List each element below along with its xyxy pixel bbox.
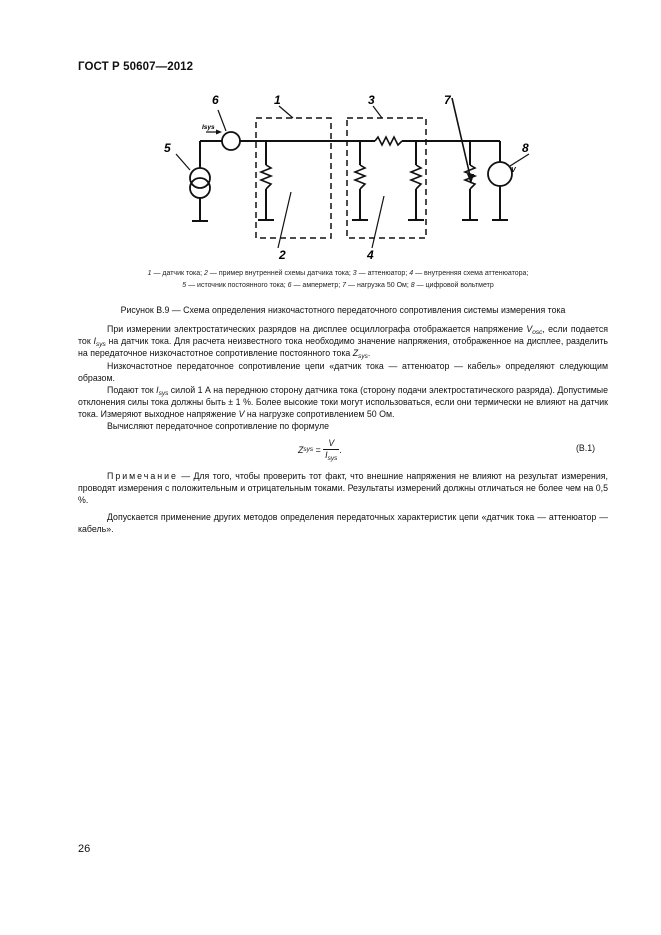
voltage-label: V	[511, 167, 516, 174]
formula: Z sys = V $I_{sys}$ .	[298, 438, 342, 462]
label-4: 4	[367, 248, 374, 262]
paragraph-5: Допускается применение других методов определения передаточных характеристик цепи «датчик тока — аттенюатор — кабель».	[78, 512, 608, 535]
label-6: 6	[212, 93, 219, 107]
attenuator-series-resistor	[375, 137, 402, 145]
circuit-diagram	[150, 88, 530, 262]
paragraph-4: Вычисляют передаточное сопротивление по формуле	[107, 421, 330, 431]
paragraph-2: Низкочастотное передаточное сопротивление цепи «датчик тока — аттенюатор — кабель» определяют следующим образом.	[78, 361, 608, 384]
equation-number: (В.1)	[576, 443, 596, 453]
document-header: ГОСТ Р 50607—2012	[78, 61, 194, 73]
label-5: 5	[164, 141, 171, 155]
figure-title: Рисунок В.9 — Схема определения низкочастотного передаточного сопротивления системы измерения тока	[120, 305, 566, 315]
label-8: 8	[522, 141, 529, 155]
label-2: 2	[279, 248, 286, 262]
formula-fraction: V $I_{sys}$	[325, 438, 338, 462]
current-label: Isys	[202, 124, 215, 131]
voltmeter-icon	[488, 162, 512, 186]
figure-legend-line-1: 1 — датчик тока; 2 — пример внутренней схемы датчика тока; 3 — аттенюатор; 4 — внутренняя схема аттенюатора;	[147, 270, 529, 277]
sensor-resistor	[261, 165, 271, 189]
paragraph-1: При измерении электростатических разрядов на дисплее осциллографа отображается напряжение $V_{osc}$, если подается ток $I_{sys}$ на датчик тока. Для расчета неизвестного тока необходимо значение напряжения, отображенное на дисплее, разделить на передаточное низкочастотное сопротивление постоянного тока $Z_{sys}$.	[78, 324, 609, 361]
label-1: 1	[274, 93, 281, 107]
label-3: 3	[368, 93, 375, 107]
attenuator-resistor-left	[355, 165, 365, 189]
ammeter-icon	[222, 132, 240, 150]
figure-legend-line-2: 5 — источник постоянного тока; 6 — амперметр; 7 — нагрузка 50 Ом; 8 — цифровой вольтметр	[182, 282, 494, 289]
page-number: 26	[78, 843, 91, 855]
note: Примечание — Для того, чтобы проверить тот факт, что внешние напряжения не влияют на результат измерения, проводят измерения с положительным и отрицательным токами. Результаты измерений должны отличаться не более чем на 0,5 %.	[78, 471, 608, 506]
paragraph-3: Подают ток $I_{sys}$ силой 1 А на переднюю сторону датчика тока (сторону подачи электростатического разряда). Допустимые отклонения силы тока должны быть ± 1 %. Более высокие токи могут использоваться, если они термически не влияют на датчик тока. Измеряют выходное напряжение V на нагрузке сопротивлением 50 Ом.	[78, 385, 608, 420]
label-7: 7	[444, 93, 451, 107]
attenuator-resistor-right	[411, 165, 421, 189]
